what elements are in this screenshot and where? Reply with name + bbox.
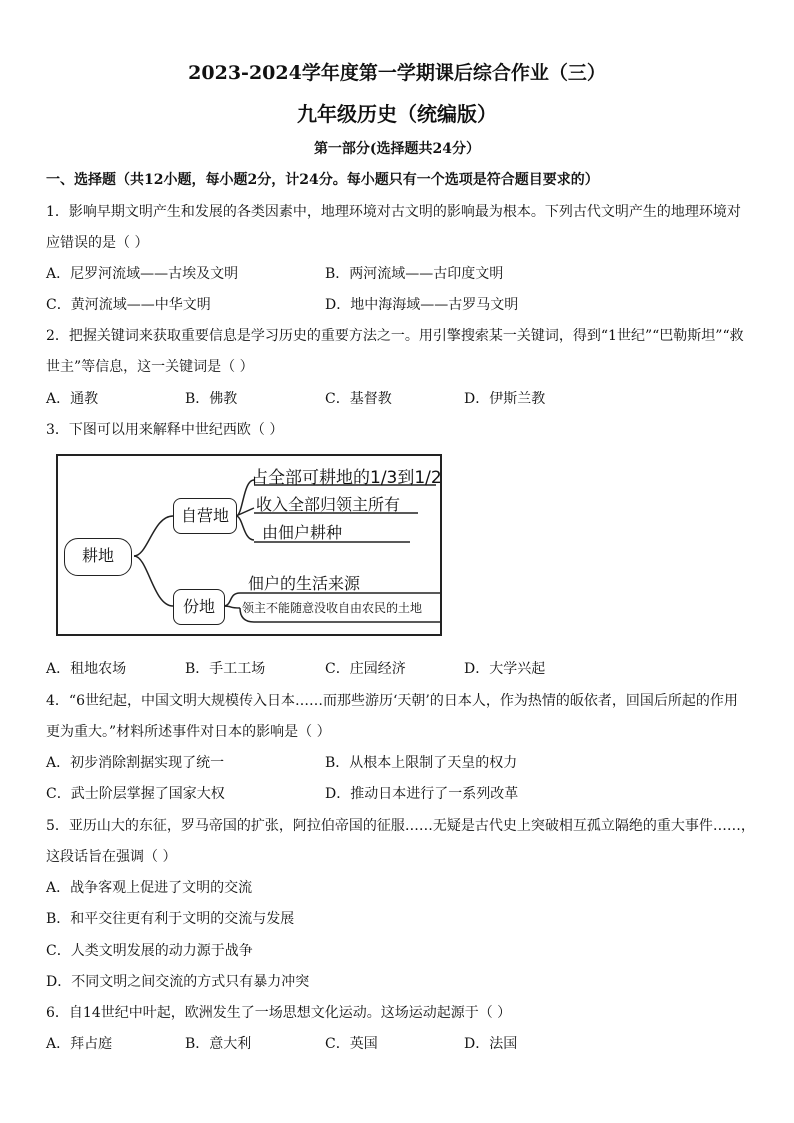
q3-option-b: B．手工工场 <box>185 661 266 677</box>
q4-stem-line2: 更为重大。”材料所述事件对日本的影响是（ ） <box>46 724 331 740</box>
q1-stem-line2: 应错误的是（ ） <box>46 235 149 251</box>
q4-option-a: A．初步消除割据实现了统一 <box>46 755 225 771</box>
q1-option-a: A．尼罗河流域——古埃及文明 <box>46 266 239 282</box>
q4-option-d: D．推动日本进行了一系列改革 <box>325 786 519 802</box>
q5-stem-line1: 5．亚历山大的东征，罗马帝国的扩张，阿拉伯帝国的征服……无疑是古代史上突破相互孤立隔绝的重大事件……， <box>46 818 755 834</box>
q6-option-c: C．英国 <box>325 1036 378 1052</box>
exam-subtitle: 九年级历史（统编版） <box>297 102 497 126</box>
diagram-demesne-item-2: 收入全部归领主所有 <box>256 495 401 514</box>
q6-stem: 6．自14世纪中叶起，欧洲发生了一场思想文化运动。这场运动起源于（ ） <box>46 1005 512 1021</box>
diagram-demesne-item-1: 占全部可耕地的1/3到1/2 <box>251 468 442 488</box>
q6-option-a: A．拜占庭 <box>46 1036 113 1052</box>
q6-option-d: D．法国 <box>464 1036 518 1052</box>
section-heading: 一、选择题（共12小题，每小题2分，计24分。每小题只有一个选项是符合题目要求的） <box>46 172 599 188</box>
exam-title: 2023-2024学年度第一学期课后综合作业（三） <box>188 62 606 84</box>
q2-stem-line1: 2．把握关键词来获取重要信息是学习历史的重要方法之一。用引擎搜索某一关键词，得到“1世纪”“巴勒斯坦”“救 <box>46 328 744 344</box>
q3-option-c: C．庄园经济 <box>325 661 406 677</box>
q5-option-c: C．人类文明发展的动力源于战争 <box>46 943 253 959</box>
q4-option-b: B．从根本上限制了天皇的权力 <box>325 755 518 771</box>
diagram-node-demesne: 自营地 <box>173 498 237 534</box>
q5-option-d: D．不同文明之间交流的方式只有暴力冲突 <box>46 974 310 990</box>
q2-option-c: C．基督教 <box>325 391 392 407</box>
q1-option-c: C．黄河流域——中华文明 <box>46 297 211 313</box>
q3-stem: 3．下图可以用来解释中世纪西欧（ ） <box>46 422 284 438</box>
q1-stem-line1: 1．影响早期文明产生和发展的各类因素中，地理环境对古文明的影响最为根本。下列古代文明产生的地理环境对 <box>46 204 741 220</box>
diagram-root-farmland: 耕地 <box>64 538 132 576</box>
q1-option-b: B．两河流域——古印度文明 <box>325 266 504 282</box>
q2-option-a: A．通教 <box>46 391 99 407</box>
part-heading: 第一部分(选择题共24分） <box>313 141 481 157</box>
diagram-node-tenant-land: 份地 <box>173 589 225 625</box>
diagram-tenant-item-1: 佃户的生活来源 <box>248 574 361 593</box>
q3-option-d: D．大学兴起 <box>464 661 546 677</box>
q1-option-d: D．地中海海域——古罗马文明 <box>325 297 519 313</box>
q3-option-a: A．租地农场 <box>46 661 127 677</box>
q5-option-b: B．和平交往更有利于文明的交流与发展 <box>46 911 295 927</box>
q2-option-b: B．佛教 <box>185 391 238 407</box>
diagram-tenant-item-2: 领主不能随意没收自由农民的土地 <box>242 601 423 615</box>
q5-stem-line2: 这段话旨在强调（ ） <box>46 849 177 865</box>
q5-option-a: A．战争客观上促进了文明的交流 <box>46 880 253 896</box>
diagram-demesne-item-3: 由佃户耕种 <box>262 523 343 542</box>
q2-option-d: D．伊斯兰教 <box>464 391 546 407</box>
q4-stem-line1: 4．“6世纪起，中国文明大规模传入日本……而那些游历‘天朝’的日本人，作为热情的皈依者，回国后所起的作用 <box>46 693 738 709</box>
q6-option-b: B．意大利 <box>185 1036 252 1052</box>
q2-stem-line2: 世主”等信息，这一关键词是（ ） <box>46 359 254 375</box>
manor-land-diagram <box>56 454 442 636</box>
q4-option-c: C．武士阶层掌握了国家大权 <box>46 786 225 802</box>
